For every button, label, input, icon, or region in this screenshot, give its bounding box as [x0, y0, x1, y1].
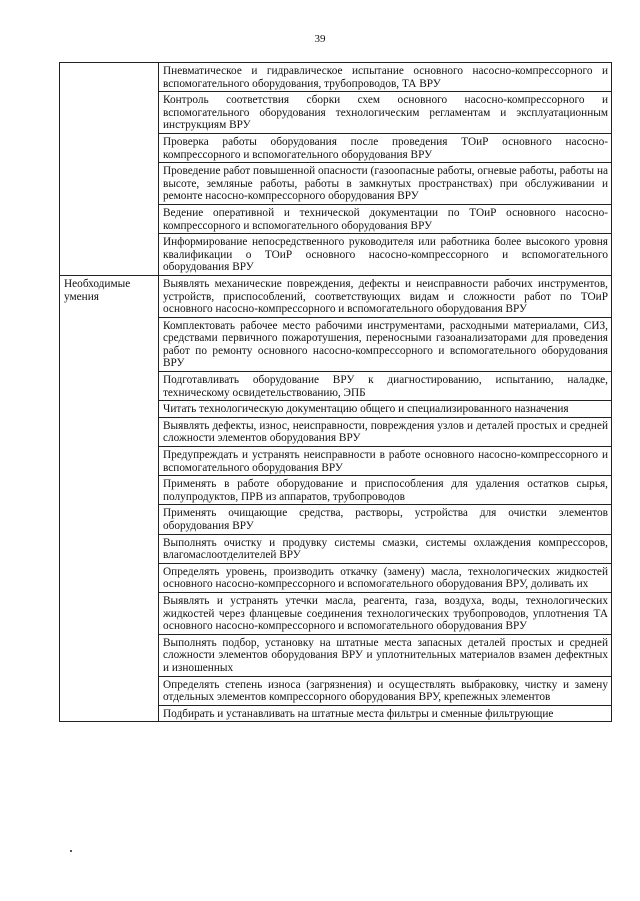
- skills-label: Необходимые умения: [60, 275, 159, 721]
- page-number: 39: [314, 33, 326, 45]
- labor-action-cell: Проведение работ повышенной опасности (газоопасные работы, огневые работы, работы на высоте, земляные работы, работы в замкнутых пространствах) при обслуживании и ремонте насосно-компрессорного оборудования ВРУ: [159, 163, 612, 205]
- skill-cell: Выявлять механические повреждения, дефекты и неисправности рабочих инструментов, устройств, приспособлений, соответствующих видам и сложности работ по ТОиР основного насосно-компрессорного и вспомогательного оборудования ВРУ: [159, 275, 612, 317]
- skill-cell: Подготавливать оборудование ВРУ к диагностированию, испытанию, наладке, техническому освидетельствованию, ЭПБ: [159, 372, 612, 401]
- skill-cell: Выявлять и устранять утечки масла, реагента, газа, воздуха, воды, технологических жидкостей через фланцевые соединения технологических трубопроводов, уплотнения ТА основного насосно-компрессорного и вспомогательного оборудования ВРУ: [159, 592, 612, 634]
- labor-action-cell: Ведение оперативной и технической документации по ТОиР основного насосно-компрессорного и вспомогательного оборудования ВРУ: [159, 204, 612, 233]
- skill-cell: Применять очищающие средства, растворы, устройства для очистки элементов оборудования ВРУ: [159, 505, 612, 534]
- skill-cell: Определять уровень, производить откачку (замену) масла, технологических жидкостей основного насосно-компрессорного и вспомогательного оборудования ВРУ, доливать их: [159, 563, 612, 592]
- labor-action-cell: Информирование непосредственного руководителя или работника более высокого уровня квалификации о ТОиР основного насосно-компрессорного и вспомогательного оборудования ВРУ: [159, 234, 612, 276]
- table-row: [60, 63, 612, 92]
- table-row: [60, 275, 612, 317]
- skill-cell: Предупреждать и устранять неисправности в работе основного насосно-компрессорного и вспомогательного оборудования ВРУ: [159, 447, 612, 476]
- labor-action-cell: Контроль соответствия сборки схем основного насосно-компрессорного и вспомогательного оборудования технологическим регламентам и эксплуатационным инструкциям ВРУ: [159, 92, 612, 134]
- skill-cell: Применять в работе оборудование и приспособления для удаления остатков сырья, полупродуктов, ПРВ из аппаратов, трубопроводов: [159, 476, 612, 505]
- skill-cell: Выявлять дефекты, износ, неисправности, повреждения узлов и деталей простых и средней сложности элементов оборудования ВРУ: [159, 417, 612, 446]
- skill-cell: Определять степень износа (загрязнения) и осуществлять выбраковку, чистку и замену отдельных элементов компрессорного оборудования ВРУ, крепежных элементов: [159, 676, 612, 705]
- labor-action-cell: Проверка работы оборудования после проведения ТОиР основного насосно-компрессорного и вспомогательного оборудования ВРУ: [159, 133, 612, 162]
- qualification-table: [59, 62, 612, 722]
- skill-cell: Выполнять очистку и продувку системы смазки, системы охлаждения компрессоров, влагомаслоотделителей ВРУ: [159, 534, 612, 563]
- labor-action-cell: Пневматическое и гидравлическое испытание основного насосно-компрессорного и вспомогательного оборудования, трубопроводов, ТА ВРУ: [159, 63, 612, 92]
- scan-speck: [70, 850, 72, 852]
- skill-cell: Читать технологическую документацию общего и специализированного назначения: [159, 401, 612, 418]
- row-label-empty: [60, 63, 159, 276]
- skill-cell: Комплектовать рабочее место рабочими инструментами, расходными материалами, СИЗ, средствами первичного пожаротушения, переносными газоанализаторами для проведения работ по ремонту основного насосно-компрессорного и вспомогательного оборудования ВРУ: [159, 317, 612, 371]
- skill-cell: Выполнять подбор, установку на штатные места запасных деталей простых и средней сложности элементов оборудования ВРУ и уплотнительных материалов взамен дефектных и изношенных: [159, 634, 612, 676]
- skill-cell: Подбирать и устанавливать на штатные места фильтры и сменные фильтрующие: [159, 705, 612, 722]
